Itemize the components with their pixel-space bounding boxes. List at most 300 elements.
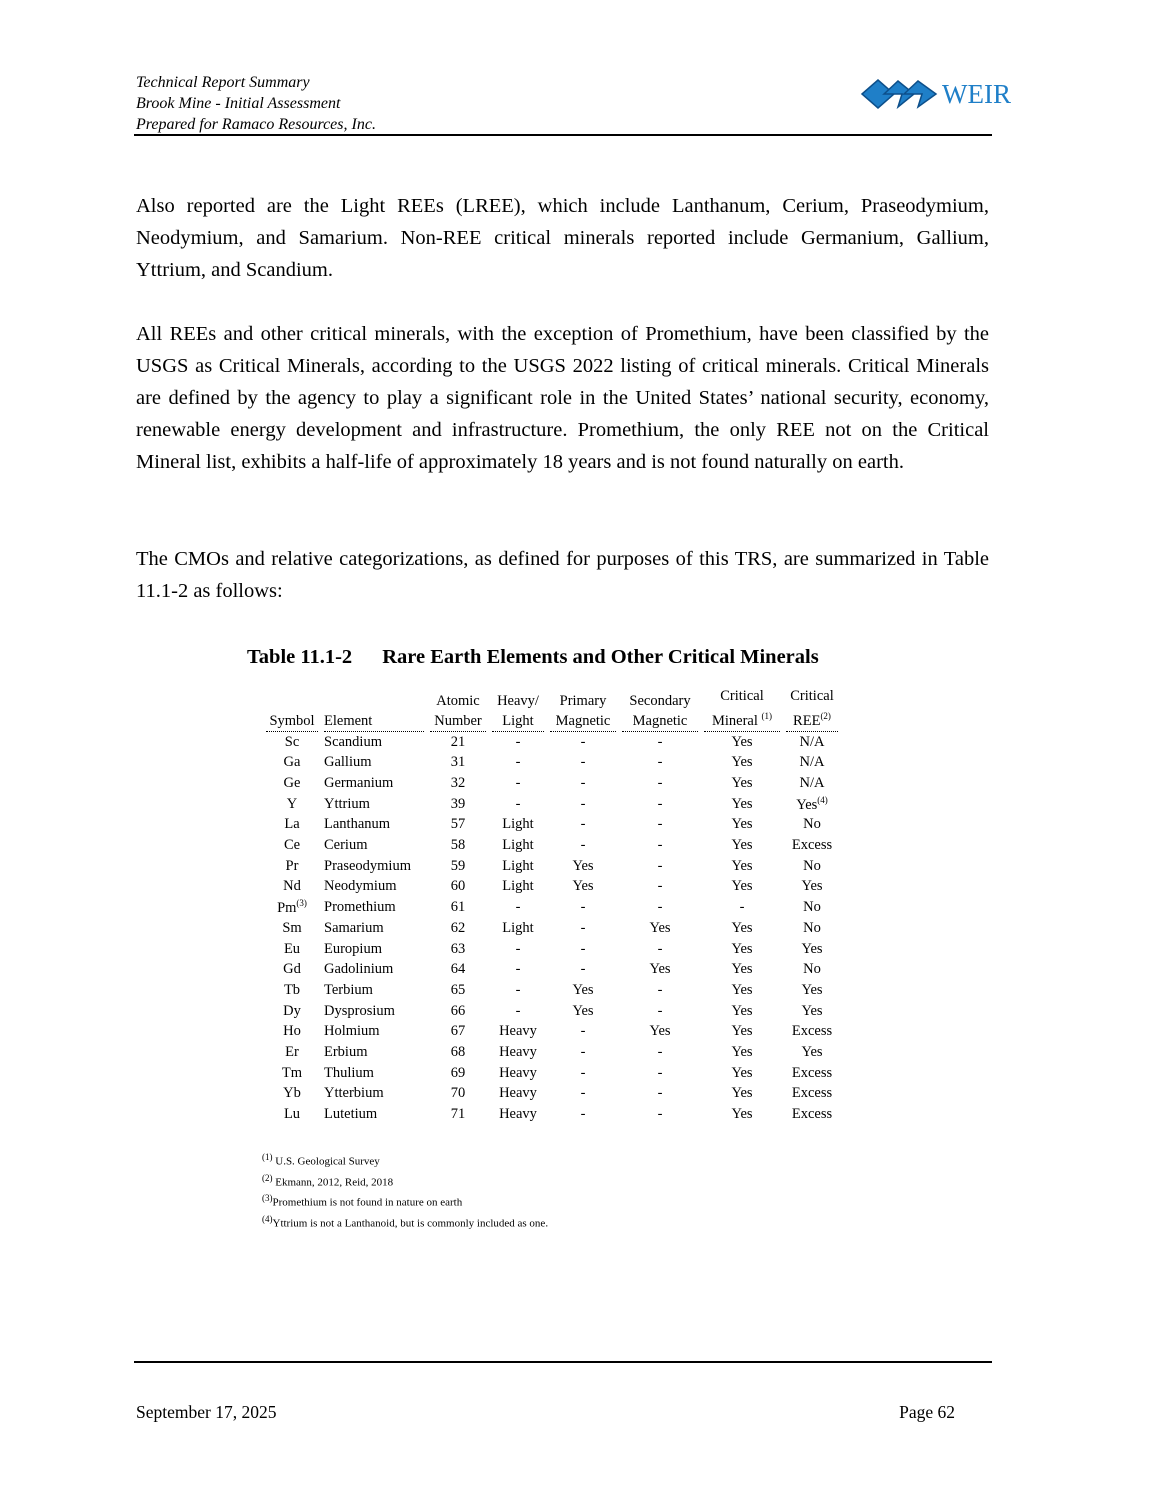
cell-text: Yes bbox=[731, 1106, 753, 1123]
cell-text: Tm bbox=[281, 1064, 303, 1081]
cell-text: Yes bbox=[731, 857, 753, 874]
table-cell bbox=[622, 959, 698, 980]
cell-text: Yes bbox=[731, 1064, 753, 1081]
cell-text: Yes bbox=[801, 981, 823, 998]
table-cell bbox=[786, 1042, 838, 1063]
table-cell bbox=[266, 794, 318, 815]
cell-text: - bbox=[657, 940, 663, 957]
table-row bbox=[266, 1042, 838, 1063]
cell-text: - bbox=[657, 816, 663, 833]
cell-text: No bbox=[803, 961, 821, 978]
table-cell bbox=[786, 918, 838, 939]
cell-text: - bbox=[580, 1106, 586, 1123]
cell-text: - bbox=[515, 1002, 521, 1019]
cell-text: Sc bbox=[284, 733, 300, 750]
cell-text: - bbox=[580, 816, 586, 833]
cell-text: Yes bbox=[731, 1002, 753, 1019]
cell-text: Yes bbox=[801, 1043, 823, 1060]
cell-text: 69 bbox=[450, 1064, 466, 1081]
table-cell bbox=[704, 877, 780, 898]
table-cell bbox=[786, 794, 838, 815]
table-cell bbox=[430, 856, 486, 877]
table-cell bbox=[550, 980, 616, 1001]
table-cell bbox=[266, 980, 318, 1001]
table-cell bbox=[786, 856, 838, 877]
cell-text: - bbox=[657, 1106, 663, 1123]
table-cell bbox=[622, 897, 698, 918]
table-cell bbox=[430, 877, 486, 898]
cell-text: Yes bbox=[731, 1023, 753, 1040]
cell-text: 60 bbox=[450, 878, 466, 895]
table-cell bbox=[492, 939, 544, 960]
cell-text: - bbox=[580, 899, 586, 916]
table-cell bbox=[492, 959, 544, 980]
cell-text: - bbox=[657, 754, 663, 771]
table-cell bbox=[324, 1021, 424, 1042]
table-cell bbox=[324, 773, 424, 794]
table-cell bbox=[704, 1104, 780, 1125]
table-cell bbox=[324, 815, 424, 836]
cell-text: Lutetium bbox=[324, 1106, 378, 1123]
table-cell bbox=[266, 753, 318, 774]
cell-text: Yes bbox=[731, 878, 753, 895]
table-cell bbox=[704, 939, 780, 960]
table-cell bbox=[550, 897, 616, 918]
footer-rule bbox=[134, 1361, 992, 1363]
table-cell bbox=[430, 1042, 486, 1063]
cell-text: Yes bbox=[801, 878, 823, 895]
cell-text: 58 bbox=[450, 837, 466, 854]
cell-text: No bbox=[803, 816, 821, 833]
cell-text: 59 bbox=[450, 857, 466, 874]
footnote-marker: (4) bbox=[262, 1213, 273, 1224]
table-cell bbox=[430, 959, 486, 980]
cell-text: Light bbox=[502, 816, 534, 833]
cell-text: - bbox=[657, 1043, 663, 1060]
table-cell bbox=[622, 794, 698, 815]
table-cell bbox=[324, 918, 424, 939]
table-cell bbox=[430, 897, 486, 918]
table-cell bbox=[266, 1063, 318, 1084]
table-row bbox=[266, 918, 838, 939]
table-cell bbox=[550, 1084, 616, 1105]
table-cell bbox=[430, 1021, 486, 1042]
cell-text: Ga bbox=[283, 754, 301, 771]
table-cell bbox=[704, 773, 780, 794]
column-header bbox=[786, 686, 838, 732]
page-number: Page 62 bbox=[899, 1402, 955, 1422]
cell-text: - bbox=[657, 775, 663, 792]
table-cell bbox=[550, 877, 616, 898]
table-cell bbox=[492, 1084, 544, 1105]
table-cell bbox=[550, 773, 616, 794]
table-cell bbox=[786, 877, 838, 898]
cell-text: Sm bbox=[282, 919, 302, 936]
cell-text: - bbox=[580, 733, 586, 750]
footnote-text: U.S. Geological Survey bbox=[272, 1155, 380, 1168]
table-cell bbox=[492, 1063, 544, 1084]
cell-text: Yes bbox=[731, 981, 753, 998]
cell-text: Yes bbox=[731, 795, 753, 812]
table-cell bbox=[266, 918, 318, 939]
cell-text: Holmium bbox=[324, 1023, 380, 1040]
header-rule bbox=[134, 134, 992, 136]
table-cell bbox=[704, 918, 780, 939]
cell-text: - bbox=[580, 919, 586, 936]
table-row bbox=[266, 835, 838, 856]
table-cell bbox=[622, 918, 698, 939]
table-cell bbox=[430, 918, 486, 939]
cell-text: 64 bbox=[450, 961, 466, 978]
column-header bbox=[266, 686, 318, 732]
cell-text: - bbox=[515, 795, 521, 812]
table-cell bbox=[550, 939, 616, 960]
table-caption: Rare Earth Elements and Other Critical Minerals bbox=[382, 646, 819, 668]
cell-text: Yes bbox=[731, 940, 753, 957]
header-label: Light bbox=[502, 712, 534, 729]
table-cell bbox=[266, 815, 318, 836]
cell-text: 71 bbox=[450, 1106, 466, 1123]
table-cell bbox=[622, 856, 698, 877]
table-cell bbox=[550, 753, 616, 774]
header-line: Brook Mine - Initial Assessment bbox=[136, 95, 341, 112]
table-cell bbox=[324, 856, 424, 877]
cell-text: 32 bbox=[450, 775, 466, 792]
table-cell bbox=[266, 1001, 318, 1022]
cell-text: Yttrium bbox=[324, 795, 370, 812]
cell-text: Promethium bbox=[324, 899, 396, 916]
table-row bbox=[266, 1001, 838, 1022]
cell-text: - bbox=[580, 795, 586, 812]
table-cell bbox=[492, 732, 544, 753]
table-cell bbox=[266, 1104, 318, 1125]
table-cell bbox=[492, 835, 544, 856]
table-cell bbox=[430, 773, 486, 794]
table-cell bbox=[324, 753, 424, 774]
cell-text: Eu bbox=[283, 940, 301, 957]
header-bottom bbox=[550, 711, 616, 732]
footnote-ref: (1) bbox=[761, 711, 773, 721]
cell-text: Excess bbox=[791, 1085, 833, 1102]
table-cell bbox=[786, 773, 838, 794]
cell-text: Dysprosium bbox=[324, 1002, 395, 1019]
cell-text: 65 bbox=[450, 981, 466, 998]
cell-text: Erbium bbox=[324, 1043, 368, 1060]
table-cell bbox=[324, 980, 424, 1001]
cell-text: No bbox=[803, 899, 821, 916]
cell-text: - bbox=[580, 961, 586, 978]
cell-text: - bbox=[580, 940, 586, 957]
cell-text: Samarium bbox=[324, 919, 384, 936]
table-row bbox=[266, 980, 838, 1001]
table-cell bbox=[704, 1021, 780, 1042]
table-cell bbox=[704, 856, 780, 877]
diamond-chevrons-icon bbox=[860, 78, 940, 110]
footnote-text: Promethium is not found in nature on earth bbox=[272, 1196, 463, 1209]
table-cell bbox=[622, 1063, 698, 1084]
table-cell bbox=[550, 1001, 616, 1022]
cell-text: Yes bbox=[731, 754, 753, 771]
cell-text: - bbox=[657, 981, 663, 998]
header-label: Magnetic bbox=[555, 712, 611, 729]
table-cell bbox=[550, 1104, 616, 1125]
cell-text: - bbox=[739, 899, 745, 916]
logo-text: WEIR bbox=[942, 78, 1011, 109]
cell-text: No bbox=[803, 919, 821, 936]
table-cell bbox=[550, 794, 616, 815]
paragraph: The CMOs and relative categorizations, as defined for purposes of this TRS, are summarized in Table 11.1-2 as follows: bbox=[136, 548, 989, 602]
cell-text: Pm bbox=[277, 900, 297, 917]
table-cell bbox=[704, 1042, 780, 1063]
cell-text: - bbox=[515, 733, 521, 750]
cell-text: - bbox=[580, 1023, 586, 1040]
table-cell bbox=[430, 815, 486, 836]
table-cell bbox=[786, 815, 838, 836]
table-cell bbox=[430, 1084, 486, 1105]
cell-text: Gd bbox=[283, 961, 301, 978]
table-cell bbox=[622, 753, 698, 774]
table-cell bbox=[550, 1021, 616, 1042]
table-row bbox=[266, 897, 838, 918]
table-cell bbox=[324, 877, 424, 898]
table-cell bbox=[622, 1104, 698, 1125]
cell-text: Yes bbox=[801, 1002, 823, 1019]
table-row bbox=[266, 959, 838, 980]
table-row bbox=[266, 939, 838, 960]
cell-text: 68 bbox=[450, 1043, 466, 1060]
cell-text: Gallium bbox=[324, 754, 372, 771]
cell-text: Yb bbox=[283, 1085, 301, 1102]
table-cell bbox=[550, 1042, 616, 1063]
cell-text: Yes bbox=[572, 1002, 594, 1019]
cell-text: Yes bbox=[731, 919, 753, 936]
table-cell bbox=[266, 877, 318, 898]
table-cell bbox=[704, 897, 780, 918]
table-row bbox=[266, 773, 838, 794]
table-cell bbox=[704, 1084, 780, 1105]
cell-text: N/A bbox=[799, 754, 825, 771]
table-cell bbox=[704, 732, 780, 753]
footnote-text: Yttrium is not a Lanthanoid, but is commonly included as one. bbox=[272, 1217, 549, 1230]
table-cell bbox=[550, 959, 616, 980]
table-cell bbox=[786, 939, 838, 960]
cell-text: Yes bbox=[731, 733, 753, 750]
cell-text: Yes bbox=[731, 816, 753, 833]
table-cell bbox=[786, 897, 838, 918]
table-cell bbox=[266, 1084, 318, 1105]
cell-text: Yes bbox=[731, 1085, 753, 1102]
header-bottom bbox=[492, 711, 544, 732]
table-row bbox=[266, 1063, 838, 1084]
table-cell bbox=[704, 815, 780, 836]
cell-text: - bbox=[515, 899, 521, 916]
cell-text: - bbox=[515, 940, 521, 957]
table-row bbox=[266, 753, 838, 774]
footnote-text: Ekmann, 2012, Reid, 2018 bbox=[272, 1176, 394, 1189]
cell-text: Yes bbox=[572, 878, 594, 895]
table-cell bbox=[786, 1021, 838, 1042]
table-footnote bbox=[262, 1209, 548, 1234]
cell-text: 31 bbox=[450, 754, 466, 771]
table-cell bbox=[266, 835, 318, 856]
footer-date: September 17, 2025 bbox=[136, 1402, 277, 1422]
table-row bbox=[266, 1084, 838, 1105]
cell-text: Tb bbox=[283, 981, 301, 998]
table-cell bbox=[786, 753, 838, 774]
cell-text: Heavy bbox=[499, 1043, 537, 1060]
cell-text: - bbox=[580, 1085, 586, 1102]
table-cell bbox=[430, 939, 486, 960]
cell-text: - bbox=[580, 1064, 586, 1081]
footnote-ref: (3) bbox=[296, 898, 307, 909]
table-cell bbox=[492, 856, 544, 877]
table-cell bbox=[492, 1042, 544, 1063]
cell-text: Excess bbox=[791, 1064, 833, 1081]
cell-text: Light bbox=[502, 919, 534, 936]
table-cell bbox=[622, 815, 698, 836]
table-cell bbox=[786, 980, 838, 1001]
table-cell bbox=[492, 815, 544, 836]
cell-text: Light bbox=[502, 857, 534, 874]
cell-text: Excess bbox=[791, 837, 833, 854]
header-top: Heavy/ bbox=[497, 692, 539, 709]
table-row bbox=[266, 815, 838, 836]
footnote-ref: (4) bbox=[817, 794, 828, 805]
header-top: Critical bbox=[720, 688, 764, 704]
table-cell bbox=[324, 1001, 424, 1022]
table-cell bbox=[622, 1001, 698, 1022]
header-top: Critical bbox=[790, 688, 834, 704]
cell-text: Cerium bbox=[324, 837, 368, 854]
cell-text: Excess bbox=[791, 1023, 833, 1040]
table-cell bbox=[786, 1084, 838, 1105]
table-row bbox=[266, 877, 838, 898]
cell-text: - bbox=[657, 795, 663, 812]
cell-text: Terbium bbox=[324, 981, 373, 998]
column-header bbox=[550, 686, 616, 732]
table-cell bbox=[492, 794, 544, 815]
cell-text: No bbox=[803, 857, 821, 874]
cell-text: 63 bbox=[450, 940, 466, 957]
cell-text: - bbox=[515, 961, 521, 978]
table-cell bbox=[786, 959, 838, 980]
table-cell bbox=[622, 980, 698, 1001]
table-cell bbox=[786, 1001, 838, 1022]
cell-text: Yes bbox=[649, 961, 671, 978]
table-cell bbox=[492, 1021, 544, 1042]
cell-text: 57 bbox=[450, 816, 466, 833]
footnote-marker: (3) bbox=[262, 1193, 273, 1203]
header-top: Atomic bbox=[436, 692, 480, 709]
cell-text: - bbox=[580, 1043, 586, 1060]
table-cell bbox=[786, 732, 838, 753]
cell-text: Ytterbium bbox=[324, 1085, 384, 1102]
cell-text: Ge bbox=[283, 775, 301, 792]
cell-text: Gadolinium bbox=[324, 961, 394, 978]
table-cell bbox=[430, 1001, 486, 1022]
table-number: Table 11.1-2 bbox=[247, 646, 353, 668]
table-cell bbox=[550, 815, 616, 836]
cell-text: - bbox=[580, 775, 586, 792]
cell-text: Yes bbox=[572, 981, 594, 998]
table-cell bbox=[622, 1084, 698, 1105]
table-cell bbox=[266, 773, 318, 794]
table-cell bbox=[266, 897, 318, 918]
cell-text: - bbox=[657, 1064, 663, 1081]
header-label: Symbol bbox=[269, 712, 315, 729]
cell-text: Yes bbox=[649, 1023, 671, 1040]
table-cell bbox=[786, 1104, 838, 1125]
table-cell bbox=[324, 1084, 424, 1105]
cell-text: Lu bbox=[283, 1106, 301, 1123]
cell-text: - bbox=[657, 837, 663, 854]
column-header bbox=[492, 686, 544, 732]
header-top: Primary bbox=[559, 692, 607, 709]
header-bottom bbox=[266, 711, 318, 732]
cell-text: Europium bbox=[324, 940, 382, 957]
table-cell bbox=[622, 835, 698, 856]
cell-text: Thulium bbox=[324, 1064, 374, 1081]
cell-text: Dy bbox=[283, 1002, 301, 1019]
table-row bbox=[266, 732, 838, 753]
table-cell bbox=[266, 959, 318, 980]
table-cell bbox=[704, 1001, 780, 1022]
cell-text: - bbox=[657, 1085, 663, 1102]
cell-text: Ho bbox=[283, 1023, 301, 1040]
cell-text: Neodymium bbox=[324, 878, 397, 895]
table-cell bbox=[704, 835, 780, 856]
header-top: Secondary bbox=[629, 692, 691, 709]
table-cell bbox=[704, 959, 780, 980]
table-cell bbox=[622, 877, 698, 898]
cell-text: Y bbox=[286, 795, 298, 812]
header-line: Prepared for Ramaco Resources, Inc. bbox=[136, 116, 376, 133]
weir-logo bbox=[860, 78, 1011, 110]
table-cell bbox=[324, 794, 424, 815]
cell-text: 21 bbox=[450, 733, 466, 750]
header-bottom bbox=[622, 711, 698, 732]
cell-text: - bbox=[657, 857, 663, 874]
cell-text: - bbox=[580, 754, 586, 771]
table-cell bbox=[622, 773, 698, 794]
cell-text: Yes bbox=[731, 837, 753, 854]
table-cell bbox=[430, 732, 486, 753]
table-cell bbox=[492, 1001, 544, 1022]
table-cell bbox=[324, 939, 424, 960]
table-cell bbox=[492, 1104, 544, 1125]
table-cell bbox=[430, 753, 486, 774]
cell-text: 61 bbox=[450, 899, 466, 916]
table-cell bbox=[704, 980, 780, 1001]
cell-text: - bbox=[515, 775, 521, 792]
cell-text: Yes bbox=[649, 919, 671, 936]
table-cell bbox=[622, 939, 698, 960]
table-row bbox=[266, 1021, 838, 1042]
table-cell bbox=[492, 918, 544, 939]
table-cell bbox=[550, 1063, 616, 1084]
cell-text: Nd bbox=[283, 878, 301, 895]
cell-text: Scandium bbox=[324, 733, 382, 750]
footnote-ref: (2) bbox=[820, 711, 831, 721]
cell-text: 62 bbox=[450, 919, 466, 936]
table-cell bbox=[430, 794, 486, 815]
table-row bbox=[266, 856, 838, 877]
column-header bbox=[430, 686, 486, 732]
cell-text: La bbox=[284, 816, 300, 833]
cell-text: 66 bbox=[450, 1002, 466, 1019]
table-cell bbox=[492, 877, 544, 898]
table-cell bbox=[704, 753, 780, 774]
